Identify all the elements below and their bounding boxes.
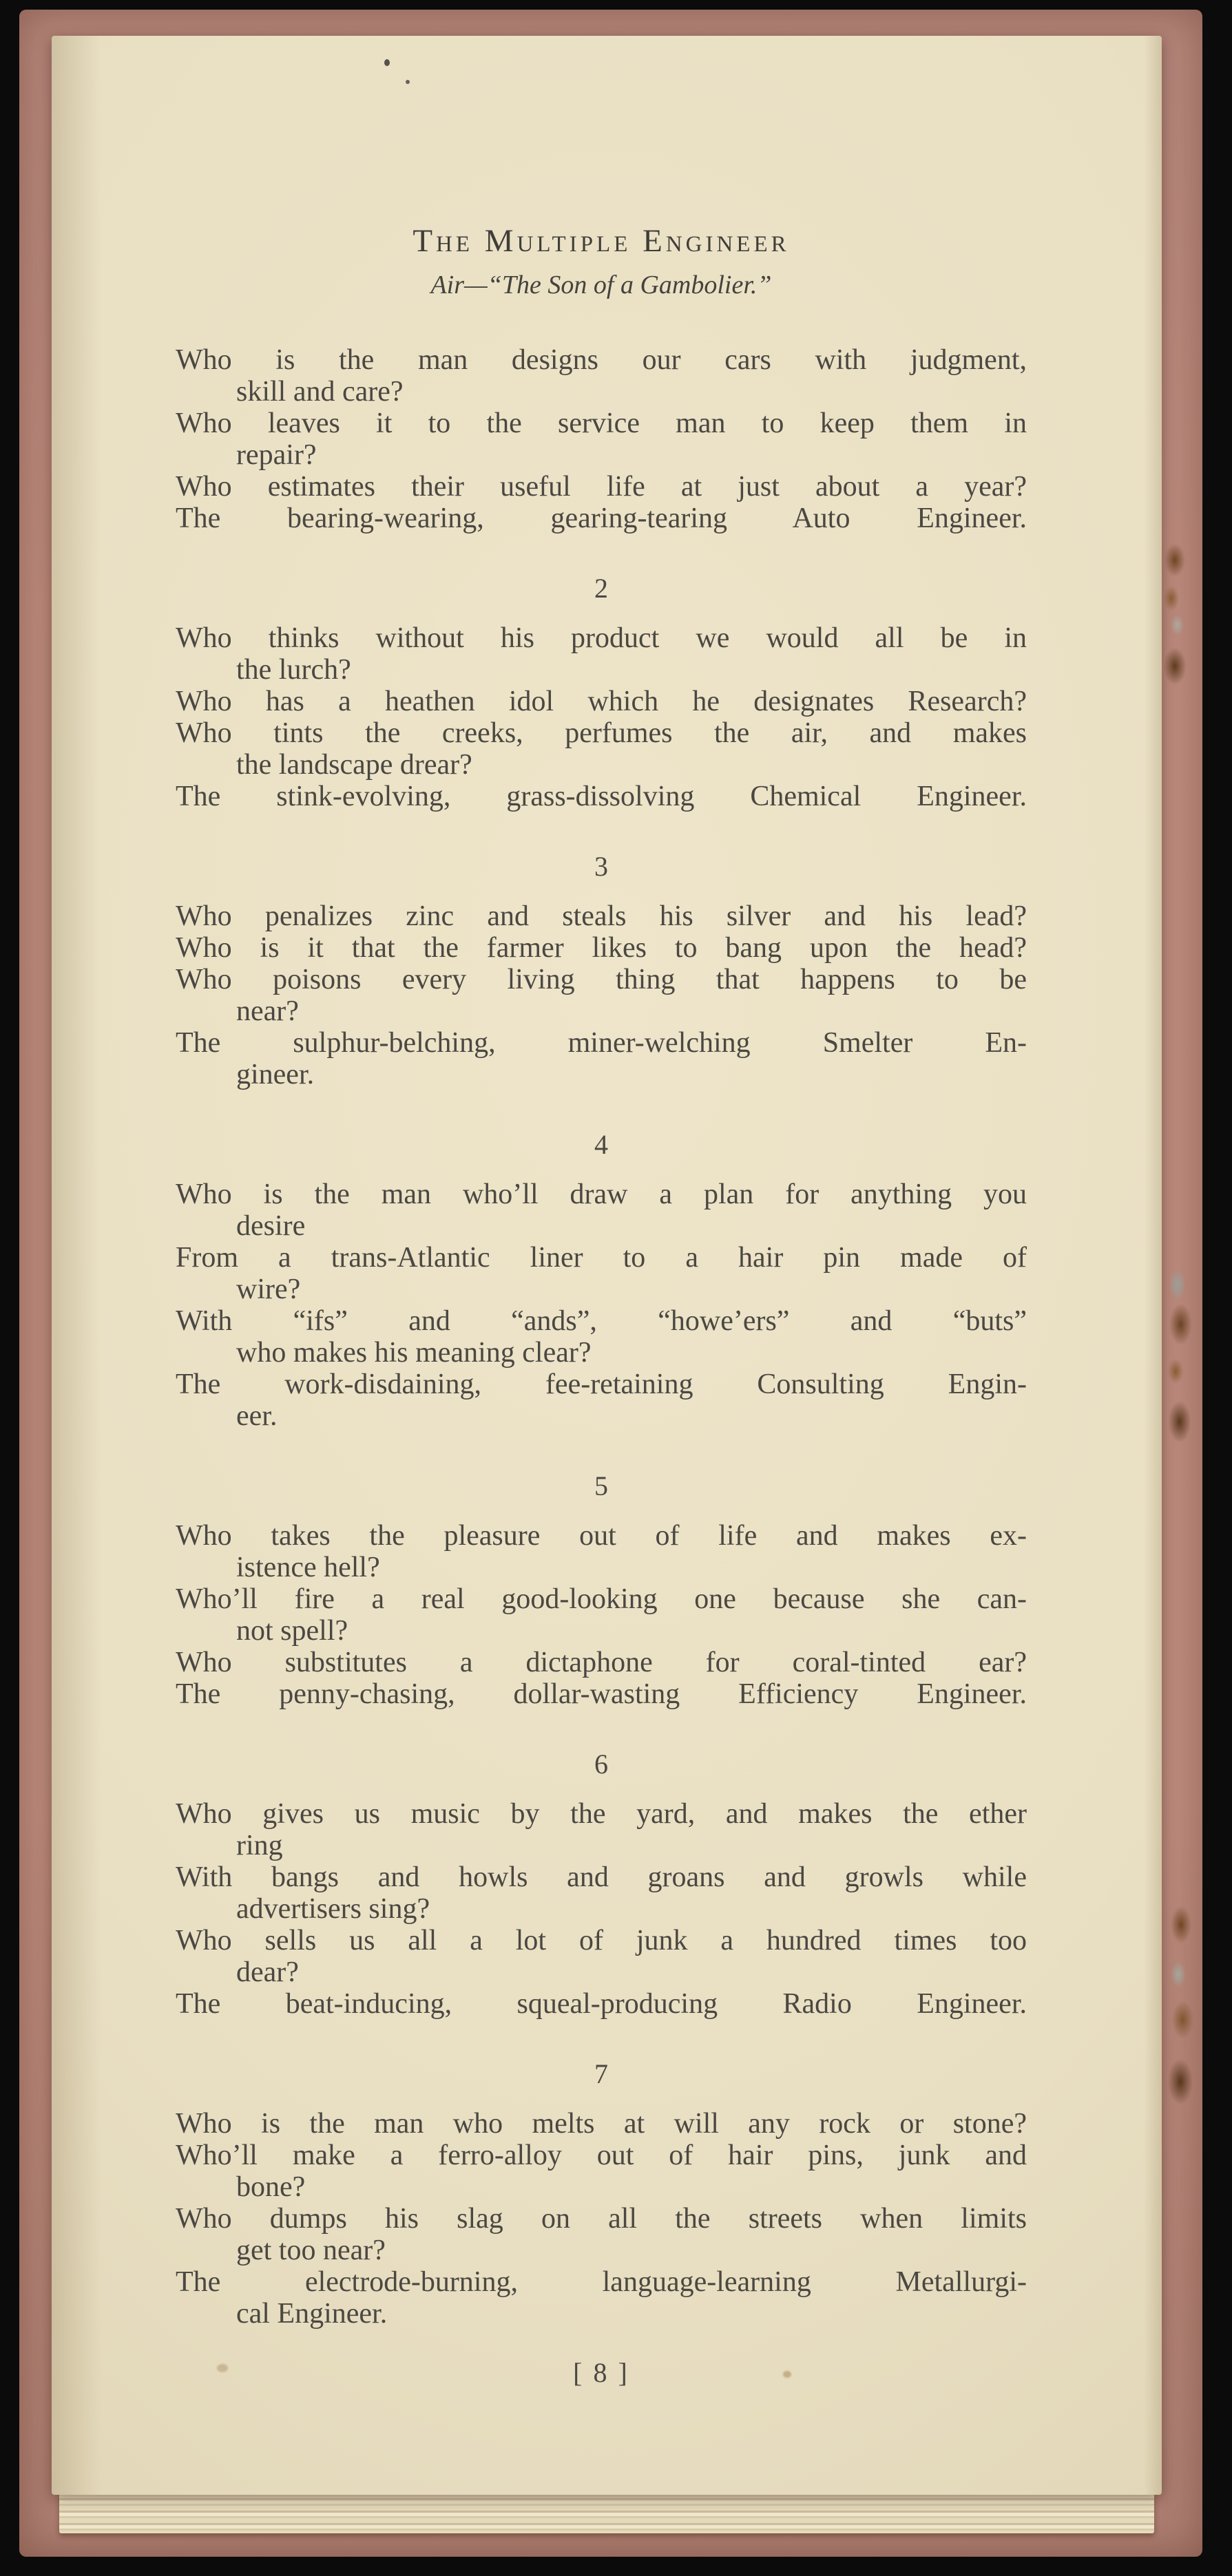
- rust-stain: [1162, 1267, 1196, 1447]
- page-content: [176, 36, 1027, 2389]
- poem-title: The Multiple Engineer: [413, 223, 790, 259]
- verse: [176, 2058, 1027, 2330]
- verse-line: Who gives us music by the yard, and makes the ether: [176, 1798, 1027, 1830]
- verse-line: eer.: [236, 1400, 278, 1432]
- verse-line: bone?: [236, 2171, 306, 2203]
- verse-number: 4: [594, 1129, 608, 1160]
- verse-line: Who penalizes zinc and steals his silver and his lead?: [176, 900, 1027, 932]
- verse-line: Who has a heathen idol which he designates Research?: [176, 686, 1027, 717]
- verse-line: gineer.: [236, 1059, 315, 1090]
- verse-line: With “ifs” and “ands”, “howe’ers” and “buts”: [176, 1305, 1027, 1337]
- poem-air-subtitle: Air—“The Son of a Gambolier.”: [430, 271, 772, 299]
- verse-line: Who dumps his slag on all the streets when limits: [176, 2203, 1027, 2235]
- verse: [176, 573, 1027, 812]
- verse: [176, 851, 1027, 1090]
- booklet-cover: [19, 10, 1202, 2557]
- verse-line: Who poisons every living thing that happens to be: [176, 964, 1027, 995]
- verse-line: get too near?: [236, 2235, 386, 2266]
- verse-line: repair?: [236, 439, 317, 471]
- verse-number: 7: [594, 2058, 608, 2089]
- verse-line: The penny-chasing, dollar-wasting Efficiency Engineer.: [176, 1678, 1027, 1710]
- verse-line: From a trans-Atlantic liner to a hair pin made of: [176, 1242, 1027, 1274]
- verse-number: 3: [594, 851, 608, 882]
- verse-number: 5: [594, 1470, 608, 1501]
- verse-line: The beat-inducing, squeal-producing Radio Engineer.: [176, 1988, 1027, 2020]
- verse-line: Who substitutes a dictaphone for coral-tinted ear?: [176, 1647, 1027, 1678]
- page-number: [ 8 ]: [573, 2357, 629, 2388]
- verse-line: Who leaves it to the service man to keep them in: [176, 408, 1027, 439]
- verse-line: ring: [236, 1830, 283, 1861]
- verse-line: Who sells us all a lot of junk a hundred times too: [176, 1925, 1027, 1956]
- verse-line: Who is the man who melts at will any rock or stone?: [176, 2108, 1027, 2140]
- verse-line: advertisers sing?: [236, 1893, 430, 1925]
- verse-line: The sulphur-belching, miner-welching Smelter En-: [176, 1027, 1027, 1059]
- verses: [176, 344, 1027, 2330]
- verse-line: skill and care?: [236, 376, 404, 408]
- verse-line: the landscape drear?: [236, 749, 472, 781]
- rust-stain: [1164, 1904, 1198, 2111]
- verse-line: dear?: [236, 1956, 299, 1988]
- verse: [176, 1129, 1027, 1432]
- verse: [176, 1749, 1027, 2020]
- verse-line: Who tints the creeks, perfumes the air, and makes: [176, 717, 1027, 749]
- verse-line: The work-disdaining, fee-retaining Consulting Engin-: [176, 1369, 1027, 1400]
- verse-number: 6: [594, 1749, 608, 1780]
- verse-line: Who thinks without his product we would all be in: [176, 622, 1027, 654]
- verse-line: The electrode-burning, language-learning Metallurgi-: [176, 2266, 1027, 2298]
- verse-line: wire?: [236, 1274, 301, 1305]
- page-stack-edges: [59, 2493, 1154, 2533]
- verse-line: Who is the man who’ll draw a plan for anything you: [176, 1179, 1027, 1210]
- verse-line: the lurch?: [236, 654, 351, 686]
- verse-line: Who is it that the farmer likes to bang upon the head?: [176, 932, 1027, 964]
- rust-stain: [1160, 542, 1190, 690]
- booklet-page: [52, 36, 1162, 2495]
- verse-line: Who’ll make a ferro-alloy out of hair pins, junk and: [176, 2140, 1027, 2171]
- verse: [176, 1470, 1027, 1710]
- verse-line: istence hell?: [236, 1552, 380, 1583]
- verse-line: The stink-evolving, grass-dissolving Chemical Engineer.: [176, 781, 1027, 812]
- verse-line: Who is the man designs our cars with judgment,: [176, 344, 1027, 376]
- verse-line: desire: [236, 1210, 306, 1242]
- verse-line: With bangs and howls and groans and growls while: [176, 1861, 1027, 1893]
- verse-line: not spell?: [236, 1615, 348, 1647]
- verse-line: The bearing-wearing, gearing-tearing Auto Engineer.: [176, 503, 1027, 534]
- verse-number: 2: [594, 573, 608, 604]
- verse-line: cal Engineer.: [236, 2298, 388, 2330]
- verse-line: Who estimates their useful life at just about a year?: [176, 471, 1027, 503]
- verse-line: Who takes the pleasure out of life and makes ex-: [176, 1520, 1027, 1552]
- verse-line: Who’ll fire a real good-looking one because she can-: [176, 1583, 1027, 1615]
- verse: [176, 344, 1027, 534]
- verse-line: who makes his meaning clear?: [236, 1337, 592, 1369]
- verse-line: near?: [236, 995, 299, 1027]
